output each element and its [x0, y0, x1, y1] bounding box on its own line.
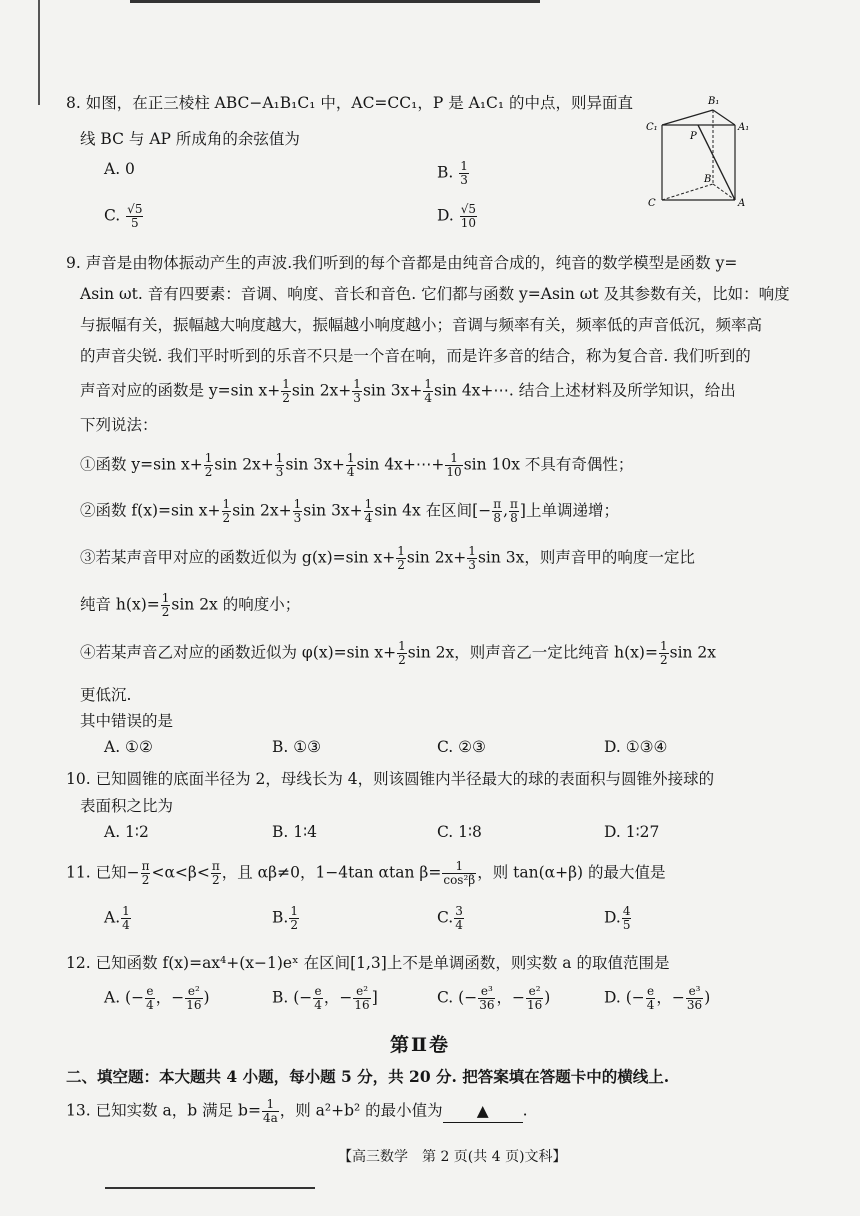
q10-option-a: A. 1∶2 — [104, 823, 149, 841]
fraction — [686, 985, 703, 1012]
numerator: 1 — [222, 497, 231, 511]
q12-option-d — [604, 985, 710, 1012]
denominator: 16 — [354, 998, 370, 1012]
q8-option-c-fraction — [126, 203, 143, 230]
q8-option-b-prefix: B. — [437, 163, 454, 182]
text: sin 2x+ — [291, 381, 352, 400]
numerator: 1 — [398, 639, 406, 653]
q8-option-d-prefix: D. — [437, 206, 454, 225]
q9-stem-line6: 下列说法： — [80, 416, 158, 434]
fraction — [185, 985, 202, 1012]
denominator: 4 — [646, 998, 655, 1012]
text: sin 2x+ — [214, 455, 274, 474]
numerator: 3 — [455, 904, 463, 918]
text: <α<β< — [151, 863, 210, 882]
text: sin 3x，则声音甲的响度一定比 — [477, 548, 695, 567]
numerator: 1 — [204, 451, 213, 465]
text: ，− — [323, 988, 353, 1007]
fraction-half — [281, 378, 291, 405]
fraction-pi-2 — [211, 860, 221, 887]
fraction-pi-8 — [492, 498, 502, 525]
denominator: 4 — [364, 511, 373, 525]
prism-figure — [640, 88, 760, 213]
prefix: C. — [437, 908, 454, 927]
fraction — [262, 1098, 279, 1125]
q12-option-b — [272, 985, 378, 1012]
denominator: 4 — [424, 391, 432, 405]
text: 声音对应的函数是 y=sin x+ — [80, 381, 281, 400]
denominator: 10 — [446, 465, 462, 479]
q9-stem-line4: 的声音尖锐. 我们平时听到的乐音不只是一个音在响，而是许多音的结合，称为复合音. 我们听到的 — [80, 347, 751, 365]
q13-stem — [66, 1098, 528, 1125]
numerator: 1 — [122, 904, 130, 918]
numerator: π — [141, 859, 150, 873]
q11-option-a — [104, 905, 132, 932]
fraction-quarter — [423, 378, 433, 405]
denominator: 8 — [510, 511, 518, 525]
prefix: D. — [604, 908, 621, 927]
numerator: 1 — [424, 377, 432, 391]
q8-stem-line2: 线 BC 与 AP 所成角的余弦值为 — [80, 130, 300, 148]
numerator: π — [211, 859, 220, 873]
denominator: 2 — [204, 465, 213, 479]
denominator: 2 — [398, 653, 406, 667]
numerator: e³ — [686, 985, 703, 999]
text: sin 2x — [669, 643, 717, 662]
q12-option-a — [104, 985, 210, 1012]
text: ，− — [656, 988, 685, 1007]
text: ) — [704, 988, 711, 1007]
denominator: 16 — [186, 998, 202, 1012]
numerator: e — [314, 984, 322, 998]
numerator: 1 — [460, 159, 468, 173]
q12-stem: 12. 已知函数 f(x)=ax⁴+(x−1)eˣ 在区间[1,3]上不是单调函数，则实数 a 的取值范围是 — [66, 954, 670, 972]
fraction — [622, 905, 632, 932]
denominator: 2 — [211, 873, 220, 887]
fraction — [646, 985, 656, 1012]
denominator: 16 — [526, 998, 543, 1012]
text: ] — [371, 988, 378, 1007]
prism-diagram — [640, 88, 760, 213]
denominator: 2 — [222, 511, 231, 525]
numerator: 1 — [468, 544, 476, 558]
text: 纯音 h(x)= — [80, 595, 160, 614]
denominator: 3 — [275, 465, 284, 479]
label-b1: B₁ — [708, 96, 720, 107]
q8-stem-line1: 8. 如图，在正三棱柱 ABC−A₁B₁C₁ 中，AC=CC₁，P 是 A₁C₁ 的中点，则异面直 — [66, 94, 634, 112]
text: ，− — [155, 988, 185, 1007]
numerator: π — [493, 497, 502, 511]
text: sin 4x+⋯. 结合上述材料及所学知识，给出 — [434, 381, 736, 400]
text: sin 3x+ — [303, 501, 363, 520]
text: ，且 αβ≠0，1−4tan αtan β= — [221, 863, 442, 882]
q9-statement-1 — [80, 452, 633, 479]
denominator: 4 — [455, 918, 463, 932]
q9-option-a: A. ①② — [104, 738, 153, 756]
text: ，− — [496, 988, 525, 1007]
fraction-pi-2 — [141, 860, 151, 887]
label-a: A — [738, 198, 746, 209]
prefix: B. — [272, 908, 289, 927]
fraction — [353, 985, 370, 1012]
label-c1: C₁ — [646, 122, 658, 133]
numerator: 1 — [442, 860, 476, 874]
fraction-half — [161, 592, 171, 619]
fraction — [526, 985, 543, 1012]
left-margin-rule — [38, 0, 40, 105]
numerator: √5 — [460, 202, 477, 216]
text: ) — [544, 988, 551, 1007]
fraction-third — [352, 378, 362, 405]
page-footer: 【高三数学 第 2 页(共 4 页)文科】 — [338, 1149, 567, 1165]
q9-statement-4-line2: 更低沉. — [80, 686, 132, 704]
numerator: e³ — [478, 985, 495, 999]
q10-stem-line2: 表面积之比为 — [80, 797, 174, 815]
fraction — [145, 985, 155, 1012]
denominator: 5 — [622, 918, 631, 932]
text: ]上单调递增； — [519, 501, 619, 520]
denominator: 2 — [161, 605, 170, 619]
top-rule — [130, 0, 540, 3]
q8-option-c — [104, 203, 144, 230]
text: ，则 a²+b² 的最小值为 — [279, 1101, 443, 1120]
denominator: 8 — [493, 511, 501, 525]
numerator: π — [510, 497, 518, 511]
fraction-half — [396, 545, 406, 572]
fraction — [121, 905, 131, 932]
numerator: 1 — [293, 497, 302, 511]
text: . — [522, 1101, 528, 1120]
q9-statement-3-line2 — [80, 592, 300, 619]
fraction — [454, 905, 464, 932]
denominator: 2 — [282, 391, 290, 405]
text: ①函数 y=sin x+ — [80, 455, 203, 474]
label-b: B — [704, 174, 712, 185]
q11-option-c — [437, 905, 465, 932]
text: 11. 已知− — [66, 863, 140, 882]
q11-option-d — [604, 905, 632, 932]
denominator: 36 — [686, 998, 703, 1012]
numerator: 1 — [290, 904, 298, 918]
q8-option-b-fraction — [459, 160, 469, 187]
text: ③若某声音甲对应的函数近似为 g(x)=sin x+ — [80, 548, 396, 567]
denominator: 4a — [262, 1111, 278, 1125]
denominator: 36 — [479, 998, 495, 1012]
prefix: A. — [104, 908, 121, 927]
numerator: 1 — [397, 544, 405, 558]
text: sin 3x+ — [285, 455, 345, 474]
q8-option-c-prefix: C. — [104, 206, 121, 225]
numerator: 1 — [275, 451, 284, 465]
numerator: e — [647, 984, 655, 998]
text: sin 10x 不具有奇偶性； — [463, 455, 634, 474]
text: sin 2x+ — [406, 548, 467, 567]
q8-option-d-fraction — [460, 203, 477, 230]
q9-ask: 其中错误的是 — [80, 712, 174, 730]
text: ，则 tan(α+β) 的最大值是 — [477, 863, 666, 882]
bottom-rule — [105, 1187, 315, 1189]
q11-option-b — [272, 905, 300, 932]
q9-option-d: D. ①③④ — [604, 738, 668, 756]
text: sin 2x 的响度小； — [171, 595, 301, 614]
text: sin 4x 在区间[− — [374, 501, 492, 520]
numerator: 4 — [622, 904, 631, 918]
numerator: e — [146, 984, 154, 998]
text: sin 2x+ — [232, 501, 292, 520]
numerator: 1 — [659, 639, 668, 653]
part2-heading: 第Ⅱ卷 — [390, 1034, 451, 1056]
numerator: 1 — [353, 377, 361, 391]
q9-statement-4-line1 — [80, 640, 716, 667]
fraction-quarter — [364, 498, 374, 525]
q9-stem-line1: 9. 声音是由物体振动产生的声波.我们听到的每个音都是由纯音合成的，纯音的数学模型是函数 y= — [66, 254, 738, 272]
section-fill-in-title: 二、填空题：本大题共 4 小题，每小题 5 分，共 20 分. 把答案填在答题卡中的横线上. — [66, 1067, 670, 1086]
denominator: 3 — [293, 511, 302, 525]
q12-option-c — [437, 985, 550, 1012]
label-c: C — [648, 198, 656, 209]
q9-statement-3-line1 — [80, 545, 695, 572]
denominator: 4 — [314, 998, 322, 1012]
text: ②函数 f(x)=sin x+ — [80, 501, 221, 520]
text: B. (− — [272, 988, 313, 1007]
label-a1: A₁ — [738, 122, 750, 133]
q9-option-c: C. ②③ — [437, 738, 486, 756]
denominator: 10 — [460, 216, 477, 230]
numerator: √5 — [127, 202, 143, 216]
denominator: 2 — [659, 653, 668, 667]
fraction-one-over-cos — [442, 860, 476, 887]
q8-option-a: A. 0 — [104, 160, 135, 178]
text: ④若某声音乙对应的函数近似为 φ(x)=sin x+ — [80, 643, 397, 662]
answer-blank: ▲ — [443, 1100, 523, 1123]
denominator: 2 — [141, 873, 150, 887]
denominator: 3 — [353, 391, 361, 405]
denominator: 3 — [468, 558, 476, 572]
q10-stem-line1: 10. 已知圆锥的底面半径为 2，母线长为 4，则该圆锥内半径最大的球的表面积与圆锥外接球的 — [66, 770, 715, 788]
fraction-tenth — [445, 452, 462, 479]
q10-option-c: C. 1∶8 — [437, 823, 482, 841]
numerator: 1 — [346, 451, 355, 465]
numerator: 1 — [445, 452, 462, 466]
numerator: 1 — [364, 497, 373, 511]
fraction — [478, 985, 495, 1012]
fraction-third — [467, 545, 477, 572]
q10-option-b: B. 1∶4 — [272, 823, 318, 841]
denominator: 2 — [290, 918, 298, 932]
numerator: 1 — [262, 1098, 279, 1112]
q8-option-b — [437, 160, 470, 187]
numerator: e² — [353, 985, 370, 999]
q10-option-d: D. 1∶27 — [604, 823, 660, 841]
label-p: P — [690, 131, 697, 142]
text: sin 4x+⋯+ — [356, 455, 445, 474]
numerator: e² — [526, 985, 543, 999]
q8-option-d — [437, 203, 478, 230]
q9-statement-2 — [80, 498, 619, 525]
text: sin 3x+ — [362, 381, 423, 400]
fraction-pi-8 — [509, 498, 519, 525]
fraction-quarter — [346, 452, 356, 479]
text: D. (− — [604, 988, 645, 1007]
text: A. (− — [104, 988, 145, 1007]
denominator: 4 — [122, 918, 130, 932]
text: , — [503, 501, 509, 520]
denominator: 3 — [460, 173, 468, 187]
denominator: 4 — [146, 998, 154, 1012]
fraction-half — [222, 498, 232, 525]
numerator: e² — [185, 985, 202, 999]
text: sin 2x，则声音乙一定比纯音 h(x)= — [407, 643, 658, 662]
q9-stem-line5 — [80, 378, 736, 405]
denominator: 5 — [130, 216, 139, 230]
denominator: cos²β — [443, 873, 476, 887]
numerator: 1 — [161, 591, 170, 605]
fraction-half — [204, 452, 214, 479]
q9-stem-line2: Asin ωt. 音有四要素：音调、响度、音长和音色. 它们都与函数 y=Asin ωt 及其参数有关，比如：响度 — [80, 285, 790, 303]
text: C. (− — [437, 988, 478, 1007]
numerator: 1 — [282, 377, 290, 391]
q9-stem-line3: 与振幅有关，振幅越大响度越大，振幅越小响度越小；音调与频率有关，频率低的声音低沉，频率高 — [80, 316, 763, 334]
denominator: 4 — [346, 465, 355, 479]
text: ) — [203, 988, 210, 1007]
fraction-half — [659, 640, 669, 667]
fraction — [313, 985, 323, 1012]
fraction — [289, 905, 299, 932]
denominator: 2 — [397, 558, 405, 572]
q9-option-b: B. ①③ — [272, 738, 322, 756]
fraction-half — [397, 640, 407, 667]
q11-stem — [66, 860, 666, 887]
fraction-third — [293, 498, 303, 525]
text: 13. 已知实数 a，b 满足 b= — [66, 1101, 261, 1120]
fraction-third — [275, 452, 285, 479]
